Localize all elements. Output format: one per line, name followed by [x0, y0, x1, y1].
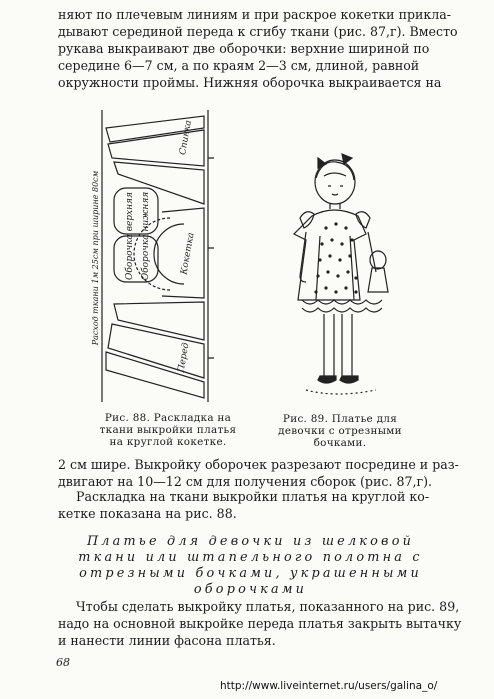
text-line: кетке показана на рис. 88. [58, 506, 237, 521]
text-line: няют по плечевым линиям и при раскрое кокетки прикла- [58, 7, 452, 22]
watermark-url: http://www.liveinternet.ru/users/galina_o/ [220, 680, 438, 692]
layout-paragraph [58, 488, 443, 522]
text-line: Раскладка на ткани выкройки платья на круглой ко- [76, 489, 430, 504]
label-koketka: Кокетка [179, 231, 197, 276]
figure-89-caption [270, 413, 410, 449]
caption-line: Рис. 88. Раскладка на [104, 412, 232, 424]
heading-line: ткани или штапельного полотна с [78, 550, 423, 565]
text-line: дывают серединой переда к сгибу ткани (рис. 87,г). Вместо [58, 24, 458, 39]
top-paragraph [58, 6, 458, 91]
text-line: середине 6—7 см, а по краям 2—3 см, длиной, равной [58, 58, 420, 73]
figure-88-pattern-layout [92, 108, 224, 408]
bottom-paragraph [58, 598, 462, 649]
text-line: рукава выкраивают две оборочки: верхние шириной по [58, 41, 430, 56]
label-fabric-note: Расход ткани 1м 25см при ширине 80см [91, 170, 100, 346]
figure-88-caption [88, 412, 248, 448]
label-pered: Перед [176, 342, 192, 374]
text-line: надо на основной выкройке переда платья закрыть вытачку [58, 616, 462, 631]
label-spinka: Спинка [178, 119, 195, 156]
text-line: окружности проймы. Нижняя оборочка выкраивается на [58, 75, 442, 90]
middle-paragraph [58, 456, 459, 490]
heading-line: оборочками [193, 582, 308, 597]
figure-89-girl-dress [280, 148, 410, 408]
heading-line: Платье для девочки из шелковой [86, 534, 415, 549]
text-line: и нанести линии фасона платья. [58, 633, 276, 648]
label-oborochka-nizhnyaya: Оборочка нижняя [141, 191, 151, 281]
caption-line: на круглой кокетке. [109, 436, 227, 448]
text-line: двигают на 10—12 см для получения сборок (рис. 87,г). [58, 474, 432, 489]
page-number: 68 [56, 656, 70, 669]
label-oborochka-verkhnyaya: Оборочка верхняя [125, 192, 135, 280]
section-heading [58, 534, 443, 598]
caption-line: девочки с отрезными [278, 425, 402, 437]
heading-line: отрезными бочками, украшенными [79, 566, 422, 581]
caption-line: бочками. [313, 437, 367, 449]
text-line: 2 см шире. Выкройку оборочек разрезают посредине и раз- [58, 457, 459, 472]
text-line: Чтобы сделать выкройку платья, показанного на рис. 89, [76, 599, 460, 614]
caption-line: ткани выкройки платья [99, 424, 237, 436]
caption-line: Рис. 89. Платье для [282, 413, 398, 425]
